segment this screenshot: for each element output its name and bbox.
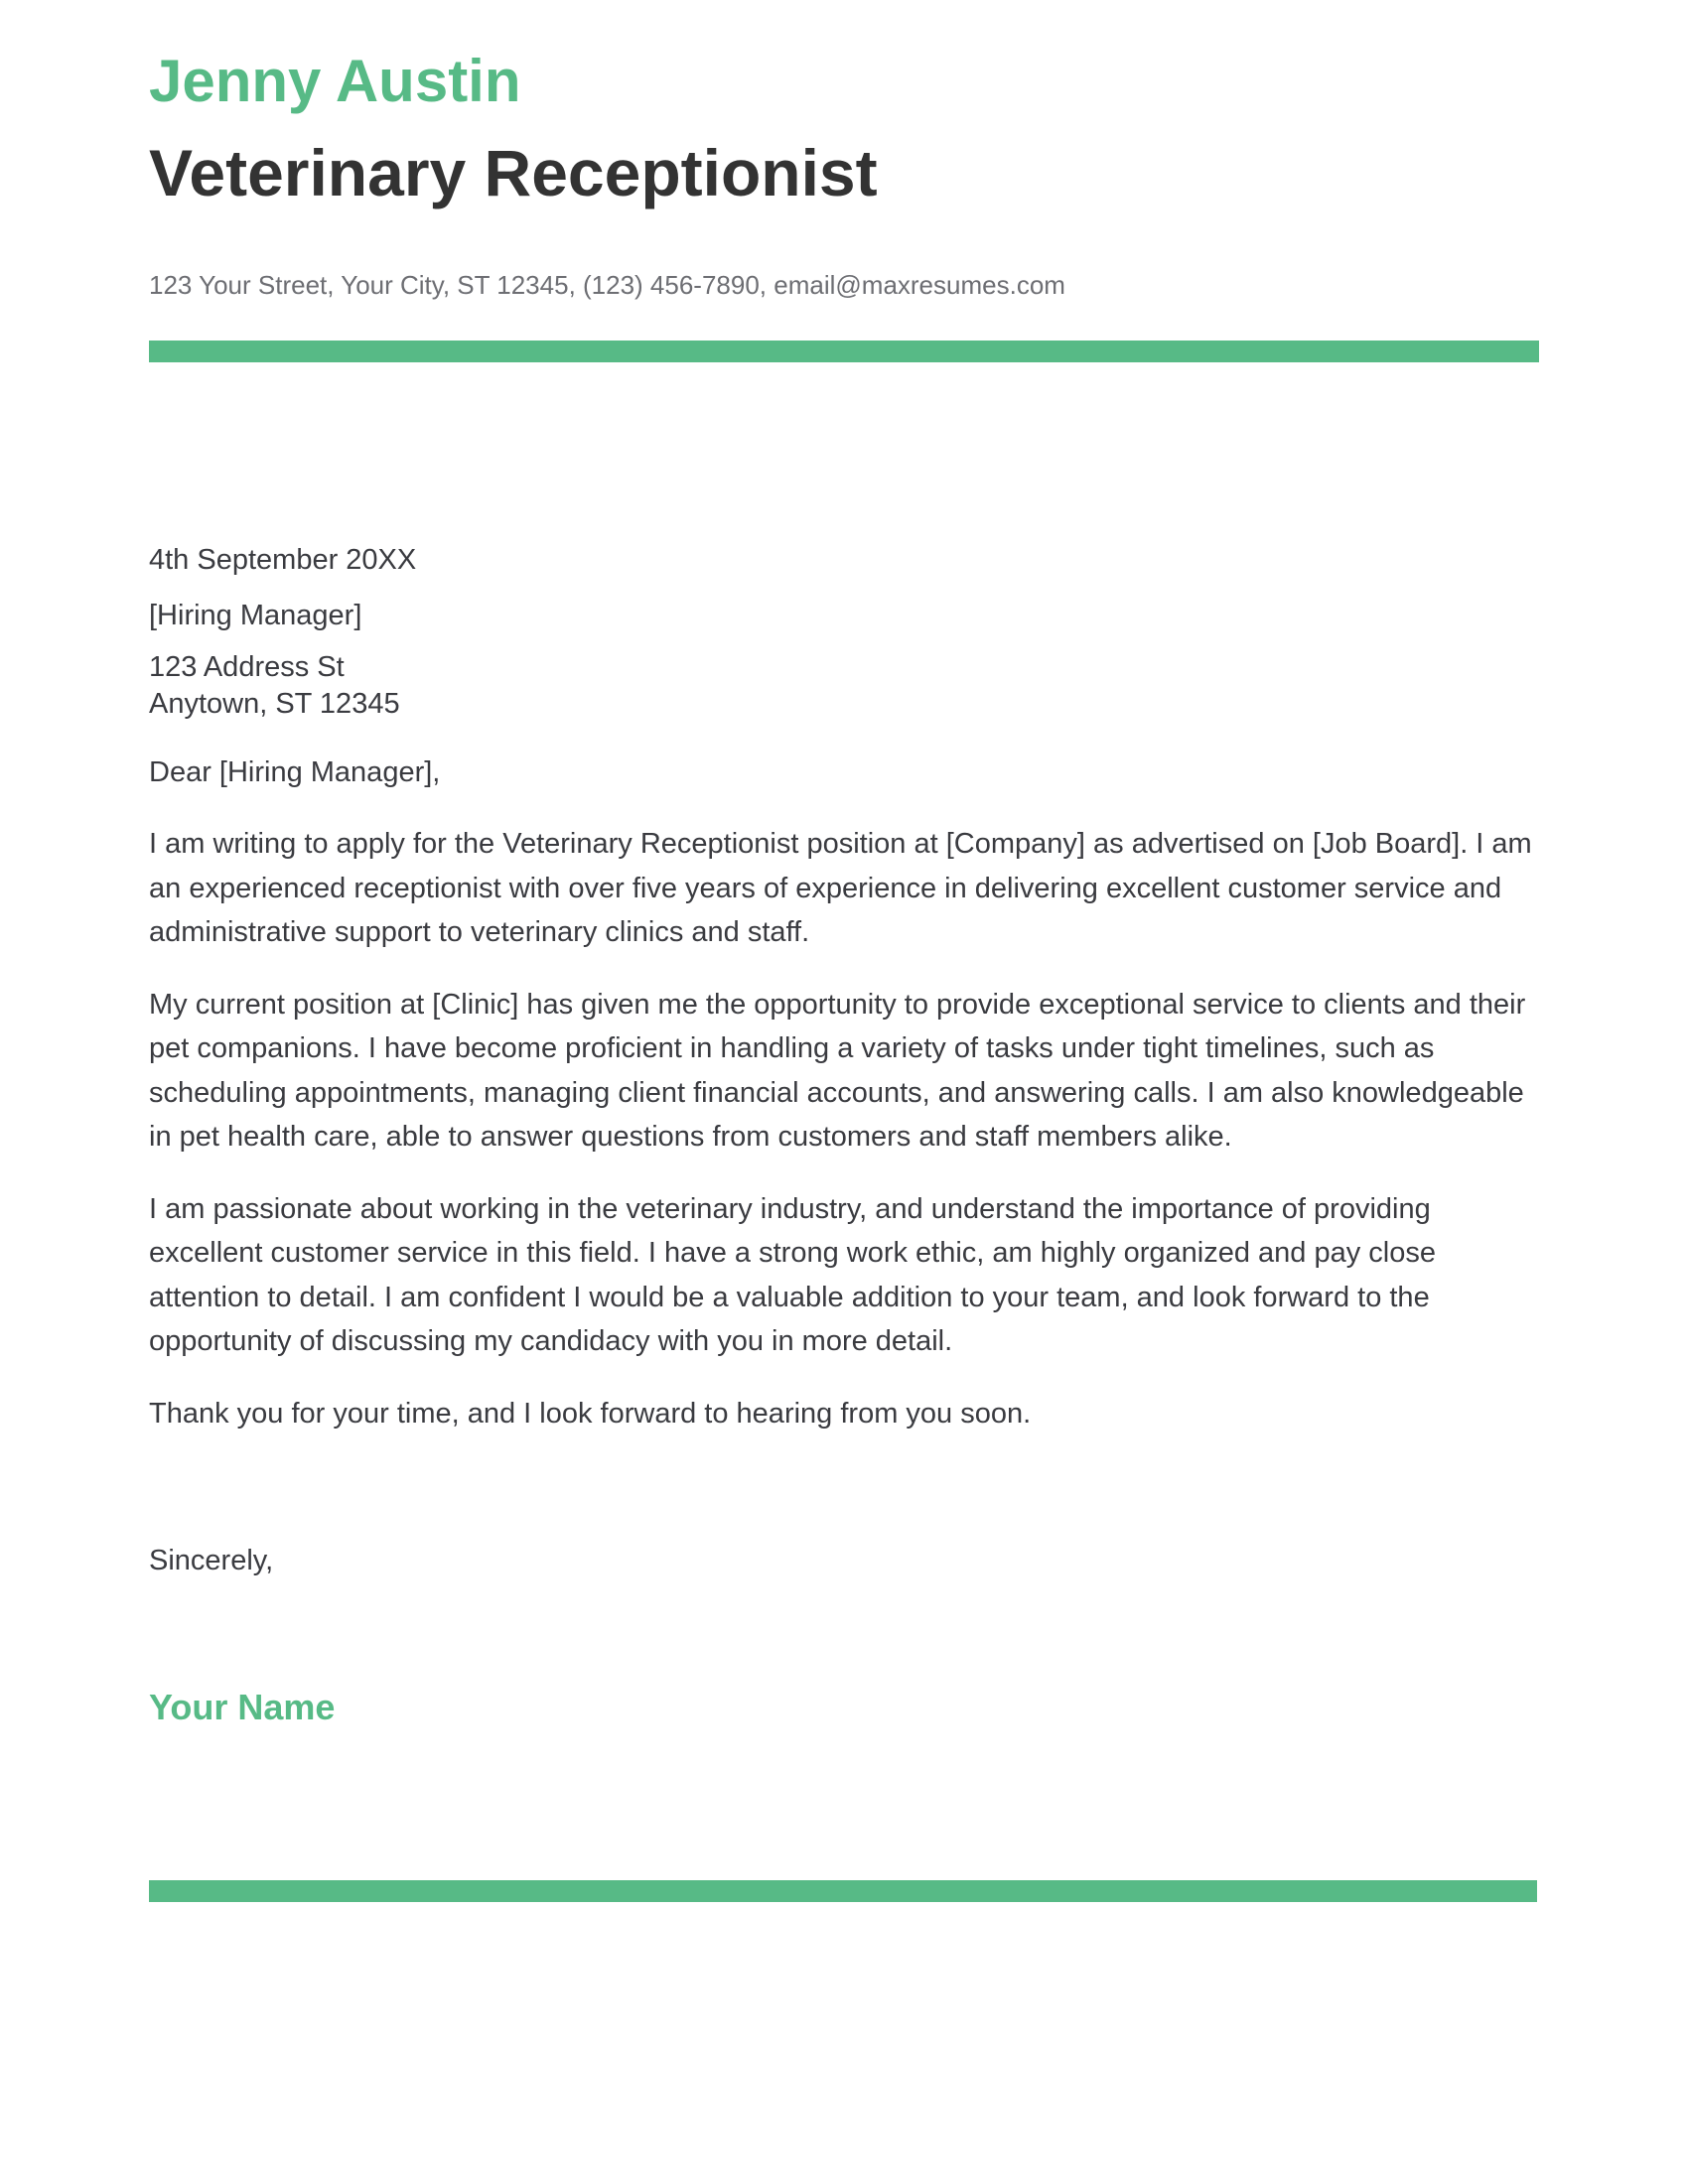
contact-info: 123 Your Street, Your City, ST 12345, (123) 456-7890, email@maxresumes.com bbox=[149, 270, 1065, 300]
salutation: Dear [Hiring Manager], bbox=[149, 756, 441, 788]
body-paragraph: I am passionate about working in the veterinary industry, and understand the importance of providing excellent customer service in this field. I have a strong work ethic, am highly organized and pay close attention to detail. I am confident I would be a valuable addition to your team, and look forward to the opportunity of discussing my candidacy with you in more detail. bbox=[149, 1192, 1436, 1357]
body-paragraph: My current position at [Clinic] has given me the opportunity to provide exceptional service to clients and their pet companions. I have become proficient in handling a variety of tasks under tight timelines, such as scheduling appointments, managing client financial accounts, and answering calls. I am also knowledgeable in pet health care, able to answer questions from customers and staff members alike. bbox=[149, 988, 1526, 1153]
body-paragraph: I am writing to apply for the Veterinary Receptionist position at [Company] as advertised on [Job Board]. I am an experienced receptionist with over five years of experience in delivering excellent customer service and administrative support to veterinary clinics and staff. bbox=[149, 828, 1532, 948]
recipient-name: [Hiring Manager] bbox=[149, 600, 362, 631]
body-paragraph: Thank you for your time, and I look forward to hearing from you soon. bbox=[149, 1397, 1032, 1430]
letter-body bbox=[149, 822, 1539, 1463]
header-divider bbox=[149, 341, 1539, 362]
address-line-1: 123 Address St bbox=[149, 651, 345, 683]
job-title: Veterinary Receptionist bbox=[149, 136, 878, 209]
cover-letter-page bbox=[149, 0, 1539, 2184]
signature-name: Your Name bbox=[149, 1687, 336, 1727]
footer-divider bbox=[149, 1880, 1537, 1902]
applicant-name: Jenny Austin bbox=[149, 48, 521, 114]
letter-date: 4th September 20XX bbox=[149, 544, 417, 576]
recipient-address bbox=[149, 649, 400, 723]
closing: Sincerely, bbox=[149, 1545, 274, 1576]
address-line-2: Anytown, ST 12345 bbox=[149, 688, 400, 720]
